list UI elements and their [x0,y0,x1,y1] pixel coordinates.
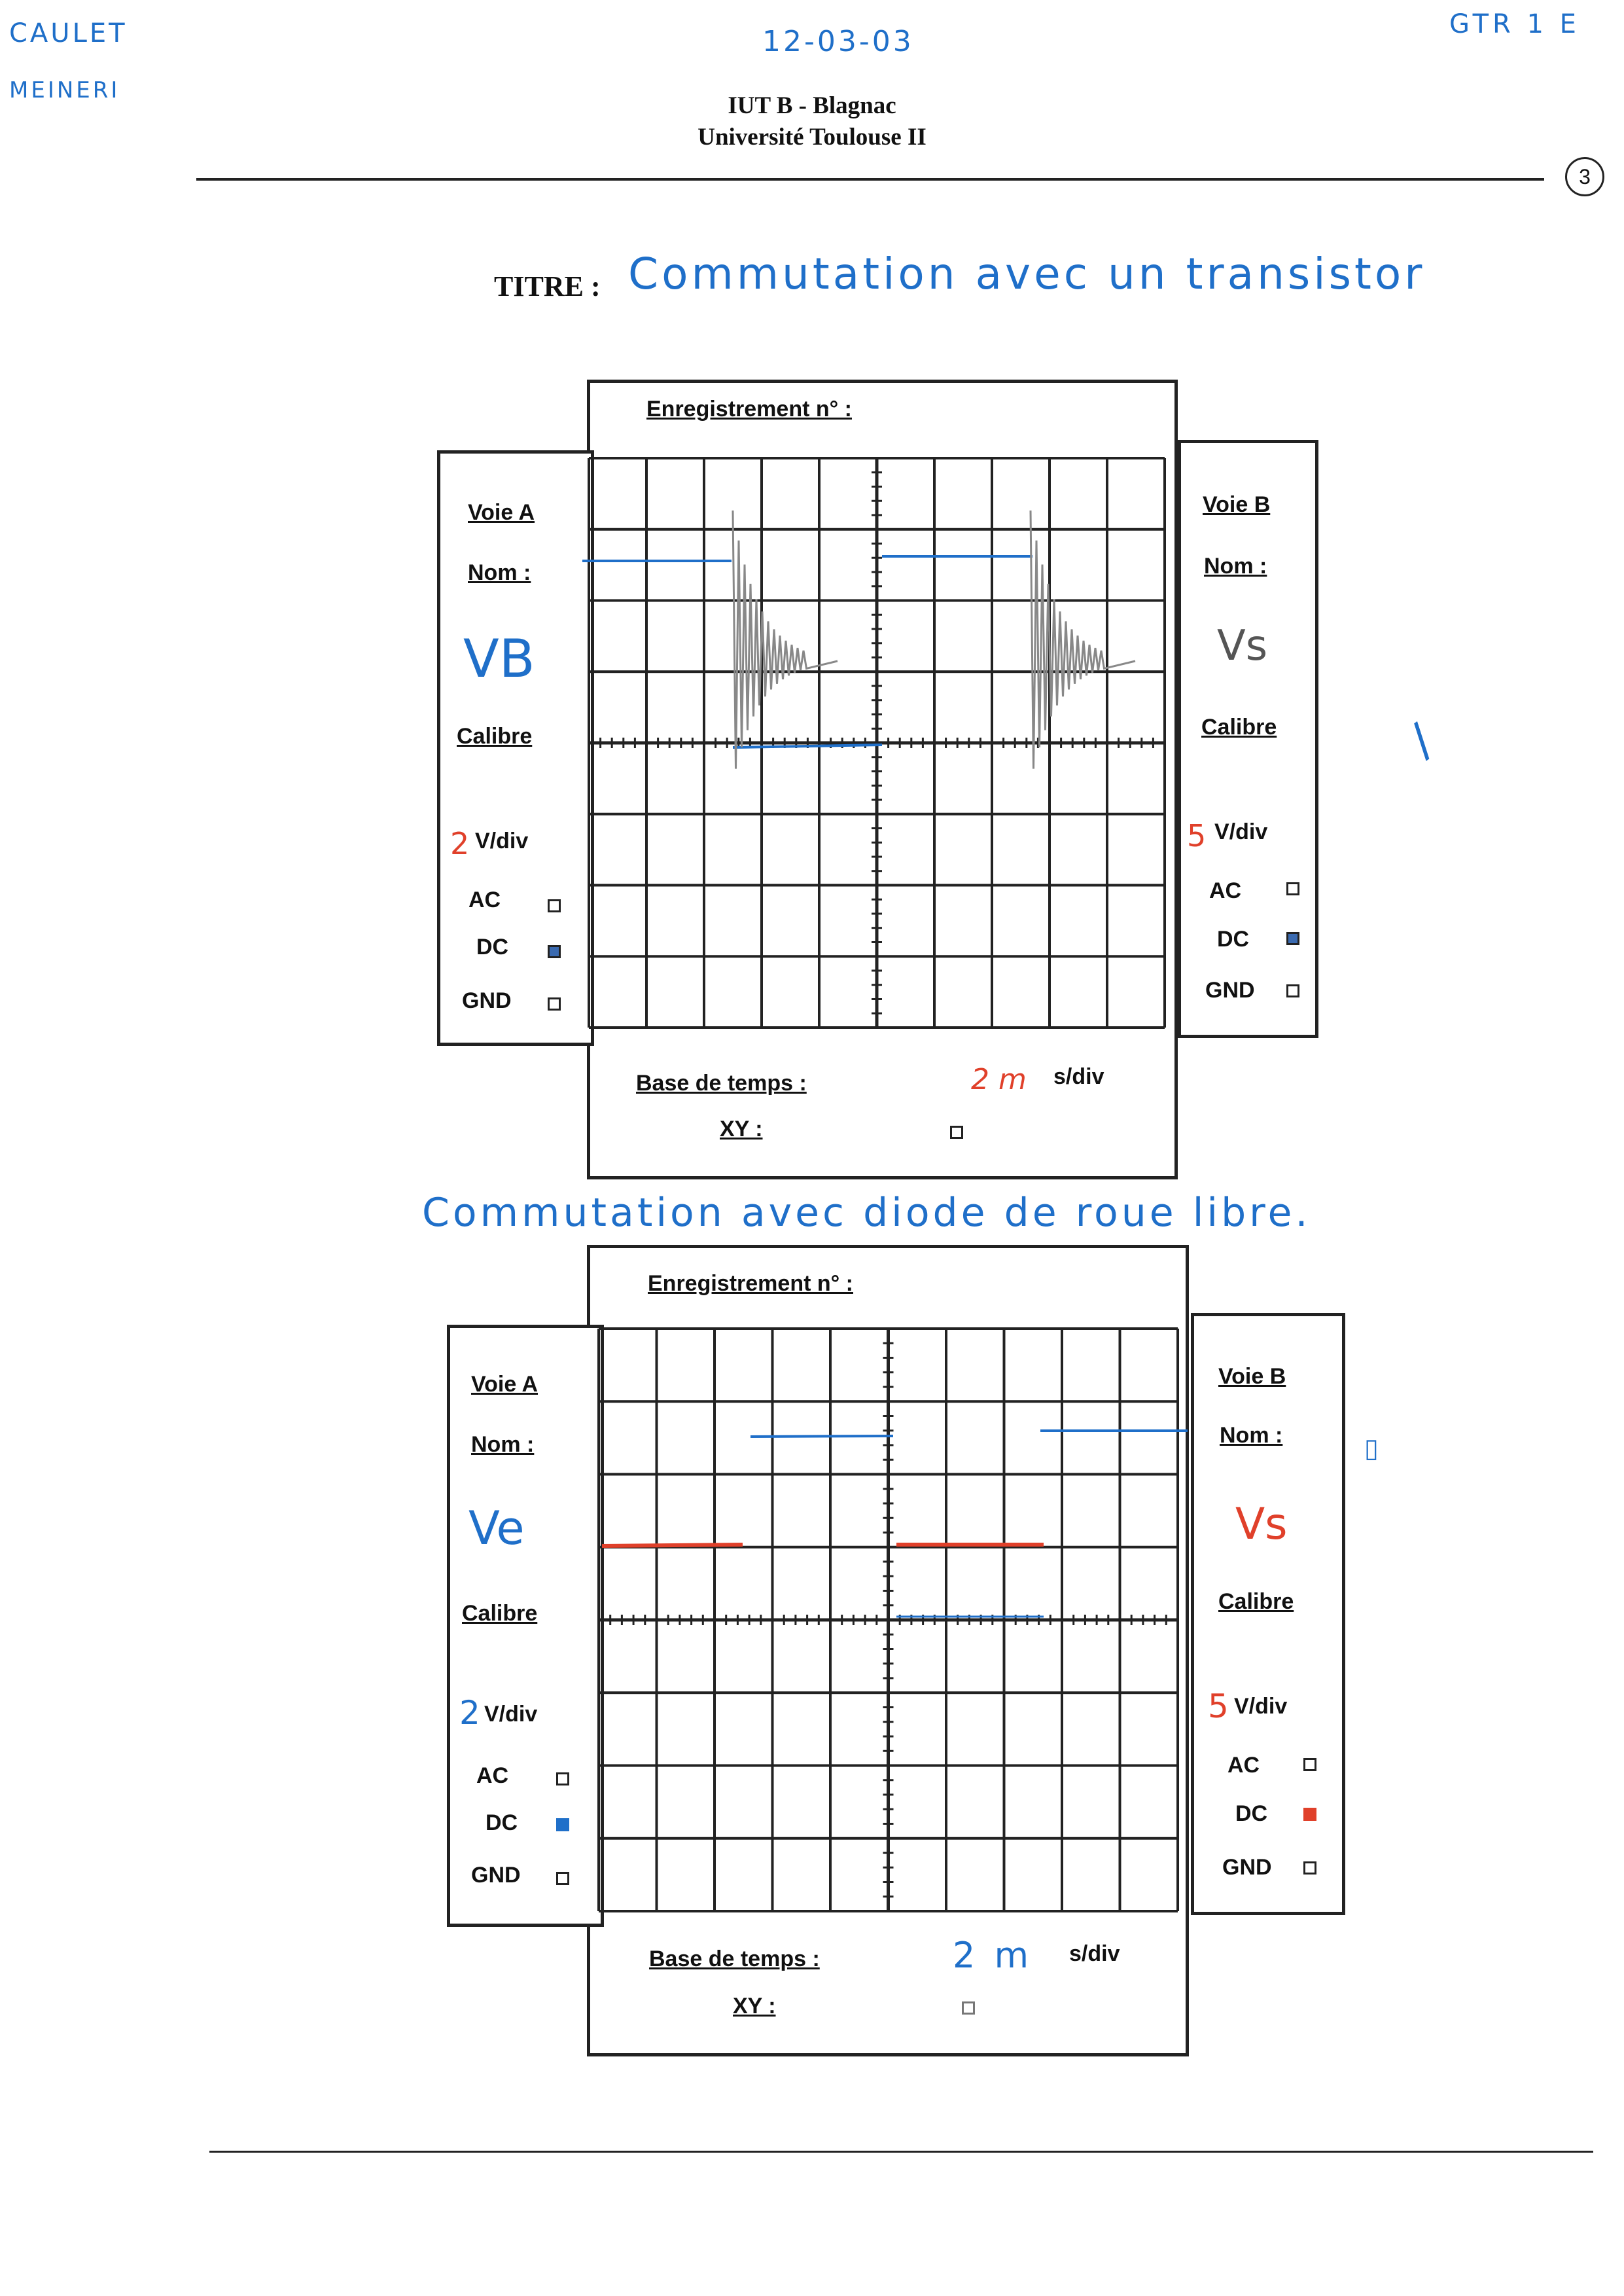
calibre-label-a-1: Calibre [457,724,533,749]
footer-rule [209,2151,1593,2153]
ac-checkbox-b-2[interactable] [1303,1758,1316,1771]
ac-label-b-2: AC [1227,1753,1260,1778]
channel-a-name-2: Ve [468,1501,525,1555]
title: Commutation avec un transistor [628,249,1426,299]
dc-label-b-1: DC [1217,927,1250,952]
record-label-2: Enregistrement n° : [648,1271,853,1296]
channel-a-calibre-1: 2 [450,826,470,861]
channel-a-name-1: VB [463,628,535,689]
trace-channel-b [733,511,838,769]
calibre-label-b-2: Calibre [1218,1589,1294,1614]
dc-checkbox-b-1[interactable] [1286,932,1299,945]
channel-b-label-1: Voie B [1203,492,1271,517]
channel-b-calibre-1: 5 [1187,818,1207,853]
gnd-checkbox-a-2[interactable] [556,1872,569,1885]
student-name-1: CAULET [9,18,128,48]
timebase-value-1: 2 m [971,1063,1027,1096]
xy-label-2: XY : [733,1994,776,2018]
date: 12-03-03 [762,25,914,58]
gnd-checkbox-b-2[interactable] [1303,1861,1316,1874]
gnd-checkbox-a-1[interactable] [548,997,561,1011]
oscilloscope-screen-2 [586,1316,1191,1924]
sdiv-label-1: s/div [1053,1064,1104,1089]
pen-mark: / [1399,713,1443,767]
ac-checkbox-a-1[interactable] [548,899,561,912]
trace-channel-b [602,1545,743,1546]
ac-checkbox-a-2[interactable] [556,1772,569,1785]
channel-b-name-1: Vs [1217,622,1268,670]
xy-label-1: XY : [720,1117,763,1141]
gnd-label-a-2: GND [471,1863,521,1888]
channel-b-label-2: Voie B [1218,1364,1286,1389]
gnd-checkbox-b-1[interactable] [1286,984,1299,997]
timebase-value-2: 2 m [953,1935,1033,1976]
name-label-a-1: Nom : [468,560,531,585]
calibre-label-b-1: Calibre [1201,715,1277,740]
header-rule [196,178,1544,181]
page-number: 3 [1565,157,1604,196]
channel-a-label-2: Voie A [471,1372,538,1397]
channel-a-label-1: Voie A [468,500,535,525]
gnd-label-b-2: GND [1222,1855,1272,1880]
dc-label-a-1: DC [476,935,509,960]
trace-channel-a [733,745,882,747]
dc-label-b-2: DC [1235,1801,1268,1826]
channel-b-calibre-2: 5 [1208,1687,1229,1725]
ac-label-b-1: AC [1209,878,1242,903]
vdiv-label-b-2: V/div [1234,1694,1288,1719]
record-label-1: Enregistrement n° : [646,397,852,422]
dc-checkbox-b-2[interactable] [1303,1808,1316,1821]
timebase-label-2: Base de temps : [649,1946,820,1971]
dc-checkbox-a-1[interactable] [548,945,561,958]
section2-title: Commutation avec diode de roue libre. [422,1190,1311,1236]
dc-checkbox-a-2[interactable] [556,1818,569,1831]
ac-label-a-2: AC [476,1763,509,1788]
trace-channel-b [1031,511,1135,769]
vdiv-label-a-1: V/div [475,829,529,853]
title-label: TITRE : [494,270,601,302]
xy-checkbox-1[interactable] [950,1126,963,1139]
university-name: Université Toulouse II [697,124,927,151]
timebase-label-1: Base de temps : [636,1071,807,1096]
name-label-b-1: Nom : [1204,554,1267,579]
oscilloscope-screen-1 [576,445,1178,1041]
gnd-label-a-1: GND [462,988,512,1013]
trace-channel-a [750,1436,893,1437]
ac-label-a-1: AC [468,888,501,912]
channel-b-name-2: Vs [1235,1499,1288,1549]
name-label-a-2: Nom : [471,1432,535,1457]
group: GTR 1 E [1449,9,1580,39]
student-name-2: MEINERI [9,77,120,103]
dc-label-a-2: DC [485,1810,518,1835]
channel-a-calibre-2: 2 [459,1694,480,1732]
vdiv-label-a-2: V/div [484,1702,538,1727]
sdiv-label-2: s/div [1069,1941,1120,1966]
calibre-label-a-2: Calibre [462,1601,538,1626]
ac-checkbox-b-1[interactable] [1286,882,1299,895]
gnd-label-b-1: GND [1205,978,1255,1003]
vdiv-label-b-1: V/div [1214,819,1268,844]
pen-mark: ▯ [1364,1433,1379,1463]
school-name: IUT B - Blagnac [728,92,896,119]
name-label-b-2: Nom : [1220,1423,1283,1448]
xy-checkbox-2[interactable] [962,2001,975,2015]
